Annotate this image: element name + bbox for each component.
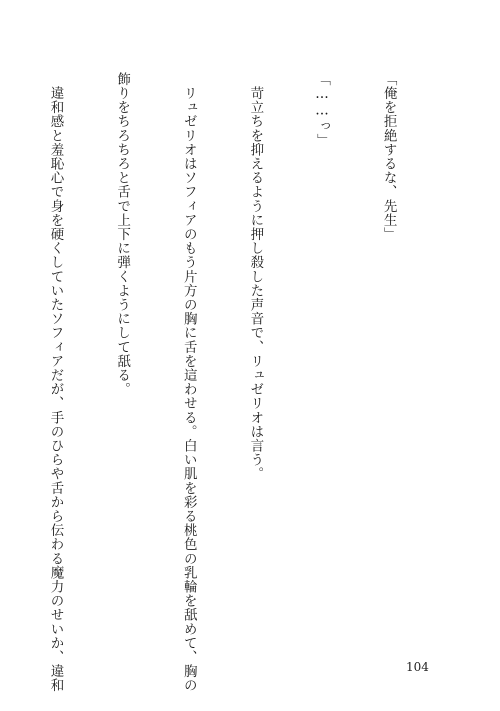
text-line: 「……っ」	[313, 72, 330, 148]
text-line: 飾りをちろちろと舌で上下に弾くようにして舐る。	[114, 72, 131, 397]
page-number: 104	[406, 660, 429, 674]
text-line: 「俺を拒絶するな、先生」	[380, 72, 397, 242]
text-line: 違和感と羞恥心で身を硬くしていたソフィアだが、手のひらや舌から伝わる魔力のせいか、違和	[47, 72, 64, 693]
text-line: リュゼリオはソフィアのもう片方の胸に舌を這わせる。白い肌を彩る桃色の乳輪を舐めて、胸の	[180, 72, 197, 693]
text-line: 苛立ちを抑えるように押し殺した声音で、リュゼリオは言う。	[247, 72, 264, 481]
